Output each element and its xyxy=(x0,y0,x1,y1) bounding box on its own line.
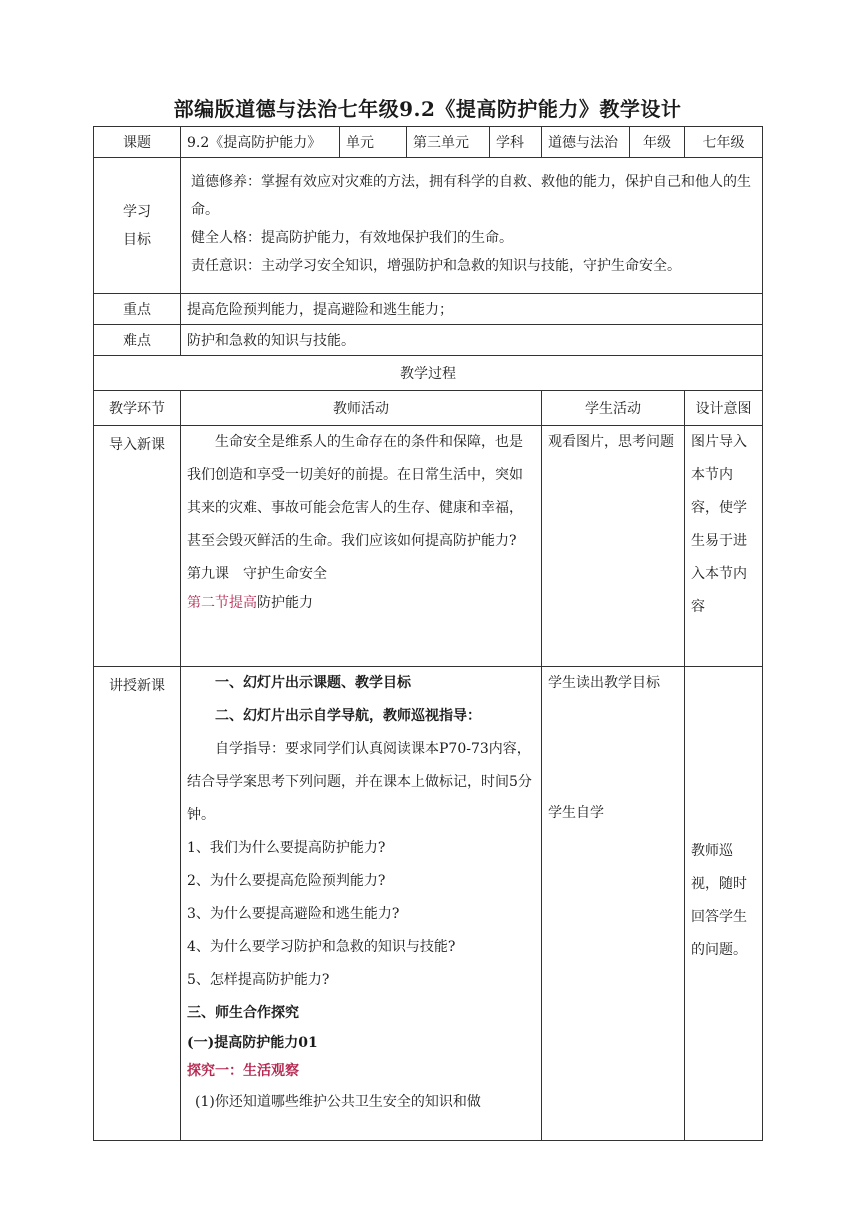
teacher-intro-text: 生命安全是维系人的生命存在的条件和保障，也是我们创造和享受一切美好的前提。在日常生活中，突如其来的灾难、事故可能会危害人的生存、健康和幸福，甚至会毁灭鲜活的生命。我们应该如何提高防护能力? xyxy=(187,434,523,549)
section-line xyxy=(187,590,535,616)
section-line-rest: 防护能力 xyxy=(257,595,313,611)
topic-value: 9.2《提高防护能力》 xyxy=(181,127,340,158)
teacher-activity-cell xyxy=(181,426,542,667)
key-point-value: 提高危险预判能力，提高避险和逃生能力； xyxy=(181,294,763,325)
design-intent-cell xyxy=(685,426,763,667)
info-row xyxy=(94,127,763,158)
goal-item-personality: 健全人格：提高防护能力，有效地保护我们的生命。 xyxy=(191,229,513,246)
goals-label-cell xyxy=(94,158,181,294)
step-1: 一、幻灯片出示课题、教学目标 xyxy=(215,675,411,691)
difficulty-value: 防护和急救的知识与技能。 xyxy=(181,325,763,356)
column-header-intent: 设计意图 xyxy=(685,391,763,426)
subject-label: 学科 xyxy=(490,127,542,158)
goal-item-moral: 道德修养：掌握有效应对灾难的方法，拥有科学的自救、救他的能力，保护自己和他人的生命。 xyxy=(191,173,751,218)
process-header-row xyxy=(94,356,763,391)
lesson-line: 第九课 守护生命安全 xyxy=(187,566,327,582)
question-1: 1、我们为什么要提高防护能力? xyxy=(187,840,386,856)
teacher-activity-cell xyxy=(181,667,542,1141)
design-intent-text: 教师巡视，随时回答学生的问题。 xyxy=(691,843,747,958)
unit-value: 第三单元 xyxy=(407,127,490,158)
explore-title: 探究一：生活观察 xyxy=(187,1063,299,1079)
column-header-student: 学生活动 xyxy=(542,391,685,426)
question-2: 2、为什么要提高危险预判能力? xyxy=(187,873,386,889)
question-5: 5、怎样提高防护能力? xyxy=(187,972,330,988)
self-study-text: 自学指导：要求同学们认真阅读课本P70-73内容，结合导学案思考下列问题，并在课本上做标记，时间5分钟。 xyxy=(187,741,532,823)
topic-label: 课题 xyxy=(94,127,181,158)
explore-question: (1)你还知道哪些维护公共卫生安全的知识和做 xyxy=(195,1094,481,1110)
difficulty-row xyxy=(94,325,763,356)
subject-value: 道德与法治 xyxy=(542,127,630,158)
student-activity-1: 学生读出教学目标 xyxy=(548,675,660,691)
design-intent-cell xyxy=(685,667,763,1141)
step-2: 二、幻灯片出示自学导航，教师巡视指导： xyxy=(215,708,481,724)
key-point-row xyxy=(94,294,763,325)
sub-title: (一)提高防护能力01 xyxy=(187,1035,318,1051)
column-header-stage: 教学环节 xyxy=(94,391,181,426)
stage-cell: 导入新课 xyxy=(94,426,181,667)
section-line-highlight: 第二节提高 xyxy=(187,595,257,611)
lesson-plan-table xyxy=(93,126,763,1141)
goal-item-responsibility: 责任意识：主动学习安全知识，增强防护和急救的知识与技能，守护生命安全。 xyxy=(191,257,681,274)
design-intent-text: 图片导入本节内容，使学生易于进入本节内容 xyxy=(691,434,747,615)
unit-label: 单元 xyxy=(340,127,407,158)
process-header: 教学过程 xyxy=(94,356,763,391)
student-activity-text: 观看图片，思考问题 xyxy=(548,434,674,450)
column-header-row xyxy=(94,391,763,426)
grade-label: 年级 xyxy=(630,127,685,158)
grade-value: 七年级 xyxy=(685,127,763,158)
table-row xyxy=(94,426,763,667)
table-row xyxy=(94,667,763,1141)
goals-content xyxy=(181,158,763,294)
question-4: 4、为什么要学习防护和急救的知识与技能? xyxy=(187,939,456,955)
question-3: 3、为什么要提高避险和逃生能力? xyxy=(187,906,400,922)
student-activity-cell xyxy=(542,426,685,667)
key-point-label: 重点 xyxy=(94,294,181,325)
goals-label: 学习目标 xyxy=(123,203,151,248)
student-activity-cell xyxy=(542,667,685,1141)
column-header-teacher: 教师活动 xyxy=(181,391,542,426)
student-activity-2: 学生自学 xyxy=(548,805,604,821)
stage-cell: 讲授新课 xyxy=(94,667,181,1141)
step-3: 三、师生合作探究 xyxy=(187,1005,299,1021)
goals-row xyxy=(94,158,763,294)
difficulty-label: 难点 xyxy=(94,325,181,356)
document-title: 部编版道德与法治七年级9.2《提高防护能力》教学设计 xyxy=(173,97,682,121)
